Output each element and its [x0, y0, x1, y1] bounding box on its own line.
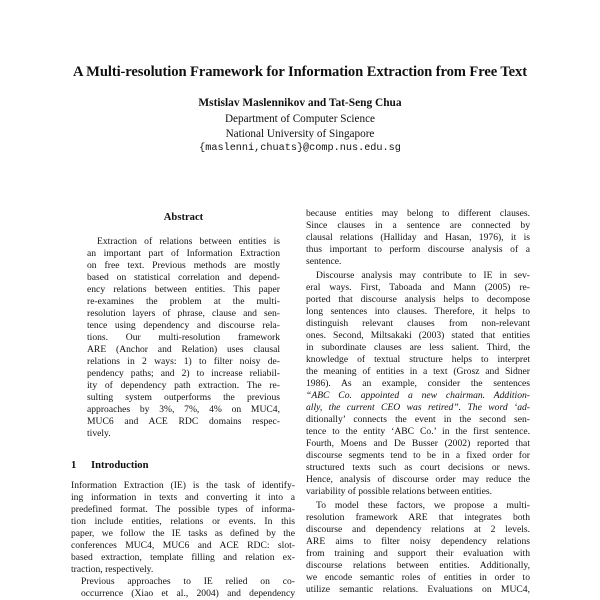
- text-line: tence to the entity ‘ABC Co.’ in the first sentence.: [306, 426, 530, 437]
- text-line: ditionally’ connects the event in the second sen-: [306, 414, 530, 425]
- text-line: traction, respectively.: [71, 564, 154, 575]
- text-line: approaches by 3%, 7%, 4% on MUC4,: [87, 404, 280, 415]
- text-line: ally, the current CEO was retired”. The word ‘ad-: [306, 402, 530, 413]
- introduction-paragraph-1: [71, 480, 295, 576]
- text-line: Since clauses in a sentence are connected by: [306, 220, 530, 231]
- text-line: ported that discourse analysis helps to decompose: [306, 294, 530, 305]
- introduction-body: [71, 480, 295, 600]
- text-line: ones. Second, Miltsakaki (2003) stated that entities: [306, 330, 530, 341]
- text-line: tions. Our multi-resolution framework: [87, 332, 280, 343]
- text-line: Extraction of relations between entities is: [97, 236, 280, 247]
- text-line: tion include entities, relations or events. In this: [71, 516, 295, 527]
- text-line: because entities may belong to different clauses.: [306, 208, 530, 219]
- text-line: from training and support their evaluation with: [306, 548, 530, 559]
- text-line: 1986). As an example, consider the sentences: [306, 378, 530, 389]
- text-line: MUC6 and ACE RDC domains respec-: [87, 416, 280, 427]
- text-line: distinguish relevant clauses from non-relevant: [306, 318, 530, 329]
- text-line: pendency paths; and 2) to increase reliabil-: [87, 368, 280, 379]
- text-line: Fourth, Moens and De Busser (2002) reported that: [306, 438, 530, 449]
- text-line: eral ways. First, Taboada and Mann (2005) re-: [306, 282, 530, 293]
- text-line: on free text. Previous methods are mostly: [87, 260, 280, 271]
- paper-authors: Mstislav Maslennikov and Tat-Seng Chua: [198, 97, 402, 109]
- text-line: tence using dependency and discourse rela-: [87, 320, 280, 331]
- text-line: tively.: [87, 428, 111, 439]
- text-line: an important part of Information Extraction: [87, 248, 280, 259]
- right-paragraph-3: [306, 500, 530, 596]
- abstract-body: [87, 236, 280, 440]
- text-line: thus important to perform discourse analysis of a: [306, 244, 530, 255]
- text-line: we encode semantic roles of entities in order to: [306, 572, 530, 583]
- text-line: occurrence (Xiao et al., 2004) and dependency: [81, 588, 295, 599]
- right-paragraph-2: [306, 270, 530, 498]
- text-line: ARE (Anchor and Relation) uses clausal: [87, 344, 280, 355]
- text-line: To model these factors, we propose a multi-: [316, 500, 530, 511]
- author-email: {maslenni,chuats}@comp.nus.edu.sg: [199, 143, 401, 154]
- text-line: resolution layers of phrase, clause and sen-: [87, 308, 280, 319]
- text-line: variability of possible relations between entities.: [306, 486, 492, 497]
- text-line: re-examines the problem at the multi-: [87, 296, 280, 307]
- text-line: in subordinate clauses are less salient. Third, the: [306, 342, 530, 353]
- section-number: 1: [71, 460, 77, 471]
- text-line: ing information in texts and converting it into a: [71, 492, 295, 503]
- right-column: [306, 208, 530, 596]
- text-line: ity of dependency path extraction. The re-: [87, 380, 280, 391]
- text-line: clausal relations (Halliday and Hasan, 1976), it is: [306, 232, 530, 243]
- text-line: based on statistical correlation and depend-: [87, 272, 280, 283]
- text-line: Information Extraction (IE) is the task of identify-: [71, 480, 295, 491]
- text-line: Discourse analysis may contribute to IE in sev-: [316, 270, 530, 281]
- text-line: resolution framework ARE that integrates both: [306, 512, 530, 523]
- abstract-heading: Abstract: [163, 212, 204, 223]
- text-line: based extraction, template filling and relation ex-: [71, 552, 295, 563]
- text-line: structured texts such as court decisions or news.: [306, 462, 530, 473]
- right-paragraph-1: [306, 208, 530, 268]
- abstract-paragraph: [87, 236, 280, 440]
- text-line: Previous approaches to IE relied on co-: [81, 576, 295, 587]
- text-line: discourse segments tend to be in a fixed order for: [306, 450, 530, 461]
- text-line: ency relations between entities. This paper: [87, 284, 280, 295]
- text-line: sulting system outperforms the previous: [87, 392, 280, 403]
- text-line: paper, we follow the IE tasks as defined by the: [71, 528, 295, 539]
- text-line: “ABC Co. appointed a new chairman. Addition-: [306, 390, 530, 401]
- paper-title: A Multi-resolution Framework for Information Extraction from Free Text: [73, 64, 527, 80]
- introduction-paragraph-2: [71, 576, 295, 600]
- text-line: knowledge of textual structure helps to interpret: [306, 354, 530, 365]
- text-line: utilize semantic relations. Evaluations on MUC4,: [306, 584, 530, 595]
- text-line: discourse and dependency relations at 2 levels.: [306, 524, 530, 535]
- text-line: long sentences into clauses. Therefore, it helps to: [306, 306, 530, 317]
- text-line: relations in 2 ways: 1) to filter noisy de-: [87, 356, 280, 367]
- text-line: conferences MUC4, MUC6 and ACE RDC: slot-: [71, 540, 295, 551]
- affiliation-university: National University of Singapore: [225, 128, 375, 140]
- affiliation-department: Department of Computer Science: [224, 113, 376, 125]
- text-line: predefined format. The possible types of informa-: [71, 504, 295, 515]
- section-heading-introduction: [71, 460, 149, 471]
- text-line: sentence.: [306, 256, 342, 267]
- text-line: Hence, analysis of discourse order may reduce the: [306, 474, 530, 485]
- section-title: Introduction: [91, 460, 149, 471]
- text-line: discourse relations between entities. Additionally,: [306, 560, 530, 571]
- text-line: the meaning of entities in a text (Grosz and Sidner: [306, 366, 530, 377]
- text-line: ARE aims to filter noisy dependency relations: [306, 536, 530, 547]
